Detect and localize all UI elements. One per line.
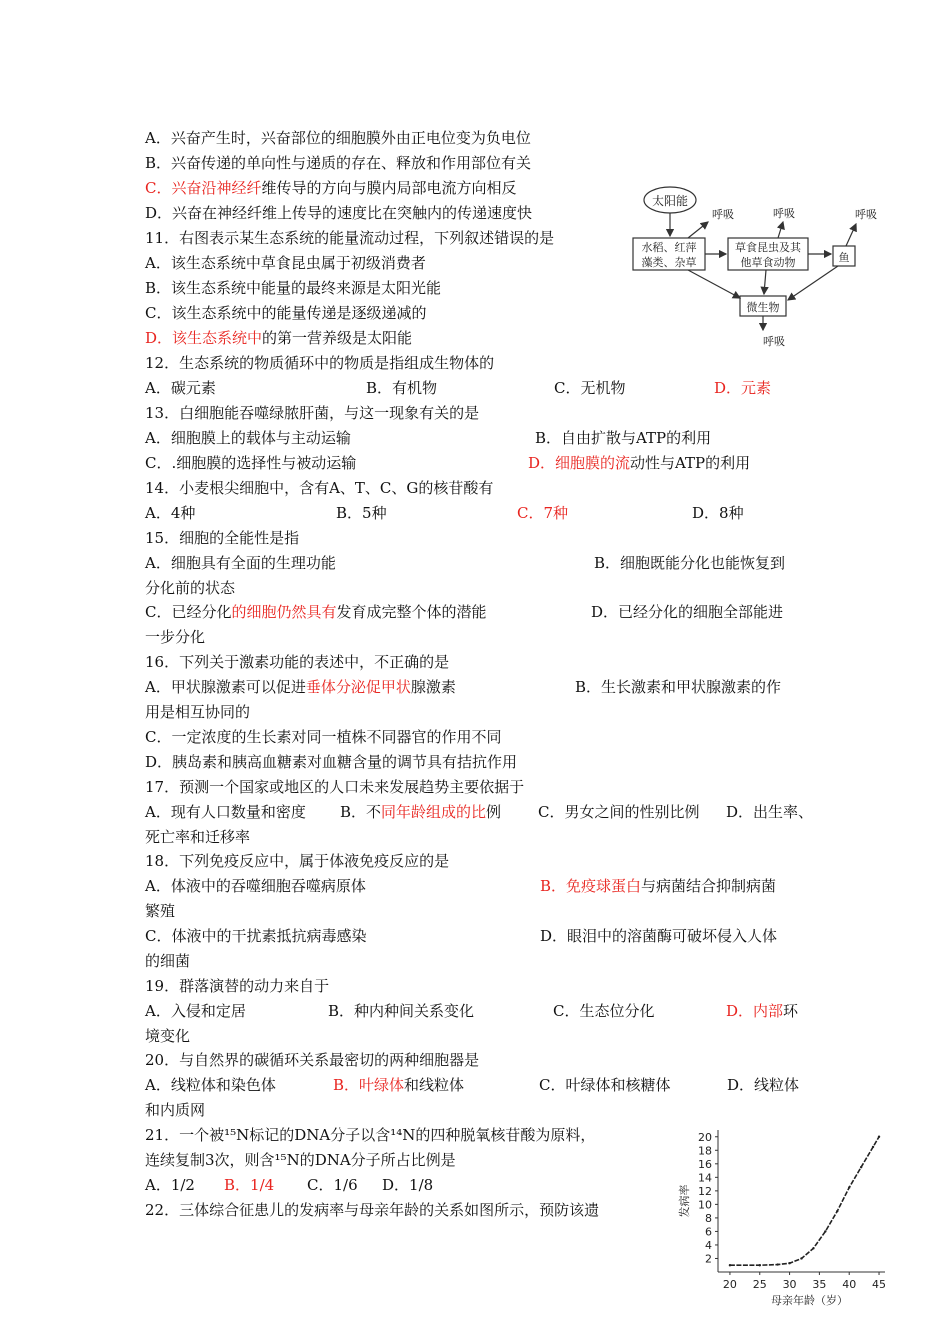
q20-option-a: A．线粒体和染色体 [145,1076,276,1094]
highlight: B．免疫球蛋白 [540,877,642,895]
q18-option-c: C．体液中的干扰素抵抗病毒感染 [145,927,367,945]
q15-option-b: B．细胞既能分化也能恢复到 [594,554,786,572]
q13-stem: 13．白细胞能吞噬绿脓肝菌，与这一现象有关的是 [145,404,480,422]
y-axis-label: 发病率 [678,1184,691,1218]
q16-option-d: D．胰岛素和胰高血糖素对血糖含量的调节具有拮抗作用 [145,753,518,771]
q15-option-b-cont: 分化前的状态 [145,579,236,597]
highlight: 的细胞仍然具有 [231,603,337,621]
consumers-label-2: 他草食动物 [740,256,796,269]
data-point [800,1257,802,1259]
q13-option-c: C．.细胞膜的选择性与被动运输 [145,454,357,472]
highlight: B．叶绿体 [333,1076,405,1094]
data-point [776,1263,778,1265]
arrow-consumers-decomposer [764,270,766,294]
respiration-label-3: 呼吸 [855,208,877,221]
q21-stem-line1: 21．一个被¹⁵N标记的DNA分子以含¹⁴N的四种脱氧核苷酸为原料， [145,1126,596,1144]
consumers-label-1: 草食昆虫及其 [735,241,801,254]
x-tick-label: 25 [752,1278,767,1291]
q17-option-c: C．男女之间的性别比例 [538,803,700,821]
q16-option-a [145,677,456,697]
q10-option-b: B．兴奋传递的单向性与递质的存在、释放和作用部位有关 [145,154,532,172]
q16-option-c: C．一定浓度的生长素对同一植株不同器官的作用不同 [145,728,502,746]
q18-option-b-cont: 繁殖 [145,902,176,920]
highlight: C．兴奋沿神经纤 [145,179,262,197]
text: 发育成完整个体的潜能 [336,603,487,621]
q11-stem: 11．右图表示某生态系统的能量流动过程，下列叙述错误的是 [145,229,555,247]
x-axis-label: 母亲年龄（岁） [771,1294,848,1307]
data-point [729,1264,731,1266]
q19-stem: 19．群落演替的动力来自于 [145,977,330,995]
text: 例 [486,803,502,821]
sun-label: 太阳能 [651,194,689,208]
q19-option-a: A．入侵和定居 [145,1002,246,1020]
q21-option-b: B．1/4 [224,1176,275,1194]
q22-stem: 22．三体综合征患儿的发病率与母亲年龄的关系如图所示，预防该遗 [145,1201,600,1219]
incidence-age-chart [670,1122,900,1310]
q19-option-d-cont: 境变化 [145,1027,191,1045]
text: 环 [783,1002,799,1020]
y-tick-label: 8 [705,1211,712,1225]
y-tick-label: 4 [705,1238,712,1252]
q20-option-b [333,1075,464,1095]
text: 腺激素 [410,678,456,696]
data-point [788,1262,790,1264]
q21-option-c: C．1/6 [307,1176,358,1194]
data-point [836,1210,838,1212]
y-tick-label: 10 [698,1198,712,1212]
highlight: D．细胞膜的流 [528,454,631,472]
q19-option-b: B．种内种间关系变化 [328,1002,475,1020]
decomposer-label: 微生物 [746,301,780,314]
energy-flow-diagram [628,182,888,352]
q11-option-d [145,328,412,348]
x-tick-label: 20 [722,1278,737,1291]
data-point [878,1136,880,1138]
arrow-producers-decomposer [688,270,740,298]
arrow-fish-decomposer [788,266,838,300]
series-line [730,1137,879,1265]
q17-option-b [340,802,501,822]
text: 的第一营养级是太阳能 [262,329,413,347]
data-point [860,1166,862,1168]
text: 和线粒体 [404,1076,465,1094]
x-tick-label: 30 [782,1278,797,1291]
q21-option-a: A．1/2 [145,1176,195,1194]
data-point [812,1247,814,1249]
q17-stem: 17．预测一个国家或地区的人口未来发展趋势主要依据于 [145,778,525,796]
respiration-label-4: 呼吸 [763,335,785,348]
data-point [848,1186,850,1188]
data-point [824,1230,826,1232]
text: B．不 [340,803,382,821]
q13-option-d [528,453,750,473]
q12-option-a: A．碳元素 [145,379,216,397]
arrow-consumers-respiration [778,222,783,238]
q20-option-d: D．线粒体 [727,1076,800,1094]
q20-stem: 20．与自然界的碳循环关系最密切的两种细胞器是 [145,1051,480,1069]
data-point [872,1146,874,1148]
respiration-label-1: 呼吸 [712,208,734,221]
q12-stem: 12．生态系统的物质循环中的物质是指组成生物体的 [145,354,495,372]
q19-option-d [726,1001,798,1021]
q10-option-a: A．兴奋产生时，兴奋部位的细胞膜外由正电位变为负电位 [145,129,531,147]
x-tick-label: 35 [812,1278,827,1291]
q14-stem: 14．小麦根尖细胞中，含有A、T、C、G的核苷酸有 [145,479,494,497]
text: A．甲状腺激素可以促进 [145,678,306,696]
q12-option-c: C．无机物 [554,379,626,397]
text: 与病菌结合抑制病菌 [641,877,777,895]
q16-stem: 16．下列关于激素功能的表述中，不正确的是 [145,653,450,671]
y-tick-label: 18 [698,1144,712,1158]
q18-option-a: A．体液中的吞噬细胞吞噬病原体 [145,877,366,895]
q13-option-b: B．自由扩散与ATP的利用 [535,429,712,447]
respiration-label-2: 呼吸 [773,207,795,220]
y-tick-label: 20 [698,1130,712,1144]
q15-option-c [145,602,487,622]
q15-option-a: A．细胞具有全面的生理功能 [145,554,336,572]
q10-option-c [145,178,517,198]
q18-option-b [540,876,776,896]
q20-option-d-cont: 和内质网 [145,1101,206,1119]
q16-option-b: B．生长激素和甲状腺激素的作 [575,678,782,696]
q21-stem-line2: 连续复制3次，则含¹⁵N的DNA分子所占比例是 [145,1151,456,1169]
highlight: D．内部 [726,1002,784,1020]
q14-option-c: C．7种 [517,504,569,522]
q14-option-d: D．8种 [692,504,744,522]
q12-option-d: D．元素 [714,379,772,397]
q15-stem: 15．细胞的全能性是指 [145,529,300,547]
q17-option-d-cont: 死亡率和迁移率 [145,828,251,846]
q14-option-a: A．4种 [145,504,196,522]
q20-option-c: C．叶绿体和核糖体 [539,1076,671,1094]
q17-option-d: D．出生率、 [726,803,814,821]
q11-option-a: A．该生态系统中草食昆虫属于初级消费者 [145,254,426,272]
arrow-producers-respiration [688,222,708,238]
highlight: 垂体分泌促甲状 [305,678,411,696]
highlight: D．该生态系统中 [145,329,263,347]
q15-option-d: D．已经分化的细胞全部能进 [591,603,784,621]
text: C．已经分化 [145,603,232,621]
q19-option-c: C．生态位分化 [553,1002,655,1020]
q18-stem: 18．下列免疫反应中，属于体液免疫反应的是 [145,852,450,870]
fish-label: 鱼 [838,251,850,264]
highlight: 同年龄组成的比 [381,803,487,821]
q16-option-b-cont: 用是相互协同的 [145,703,251,721]
q18-option-d: D．眼泪中的溶菌酶可破坏侵入人体 [540,927,778,945]
q13-option-a: A．细胞膜上的载体与主动运输 [145,429,351,447]
q18-option-d-cont: 的细菌 [145,952,191,970]
y-tick-label: 12 [698,1184,712,1198]
text: 维传导的方向与膜内局部电流方向相反 [261,179,517,197]
text: 动性与ATP的利用 [630,454,751,472]
q10-option-d: D．兴奋在神经纤维上传导的速度比在突触内的传递速度快 [145,204,533,222]
x-tick-label: 45 [872,1278,887,1291]
q14-option-b: B．5种 [336,504,387,522]
y-tick-label: 14 [698,1171,712,1185]
y-tick-label: 2 [705,1252,712,1266]
q11-option-c: C．该生态系统中的能量传递是逐级递减的 [145,304,427,322]
y-tick-label: 6 [705,1225,712,1239]
q11-option-b: B．该生态系统中能量的最终来源是太阳光能 [145,279,442,297]
producers-label-2: 藻类、杂草 [641,256,697,269]
y-tick-label: 16 [698,1157,712,1171]
q12-option-b: B．有机物 [366,379,438,397]
arrow-fish-respiration [846,224,856,246]
q17-option-a: A．现有人口数量和密度 [145,803,306,821]
q21-option-d: D．1/8 [382,1176,434,1194]
data-point [759,1264,761,1266]
x-tick-label: 40 [842,1278,857,1291]
q15-option-d-cont: 一步分化 [145,628,206,646]
producers-label-1: 水稻、红萍 [641,241,697,254]
